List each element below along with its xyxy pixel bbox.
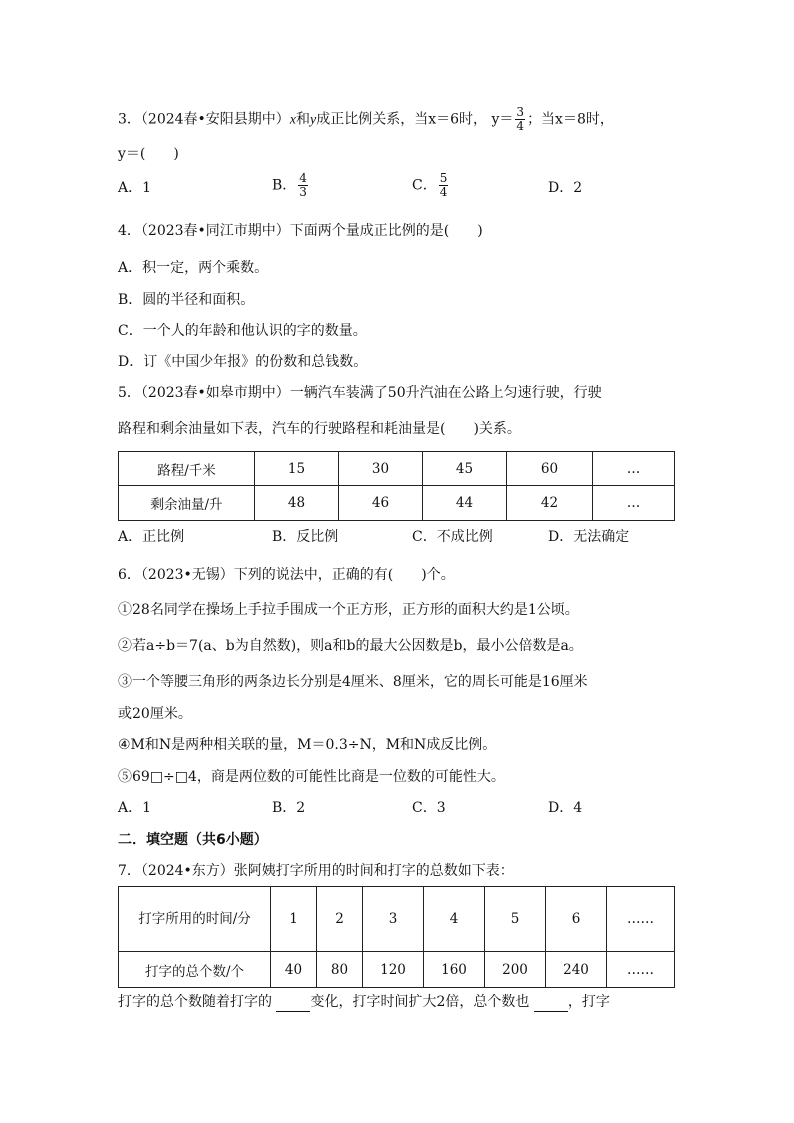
table-cell: 60 [507,452,593,486]
q4-option-a[interactable]: A．积一定，两个乘数。 [118,260,269,276]
table-row [119,887,675,952]
table-cell: 240 [546,952,607,988]
table-cell: 15 [255,452,339,486]
table-cell: 120 [363,952,424,988]
table-cell: 打字所用的时间/分 [119,887,271,952]
table-cell: … [593,452,675,486]
blank-field-1[interactable] [276,993,310,1012]
table-cell: 2 [317,887,363,952]
q4-option-c[interactable]: C．一个人的年龄和他认识的字的数量。 [118,323,367,339]
q3-line1: 3．（2024春•安阳县期中）x和y成正比例关系，当x＝6时， y＝ $\frac{3}{4}$ ；当x＝8时， [118,105,614,133]
q6-option-d[interactable]: D．4 [548,800,583,816]
q6-statement-4: ④M和N是两种相关联的量，M＝0.3÷N，M和N成反比例。 [118,737,497,753]
table-cell: 打字的总个数/个 [119,952,271,988]
table-row [119,952,675,988]
q5-option-a[interactable]: A．正比例 [118,529,185,545]
table-cell: 路程/千米 [119,452,255,486]
q5-line2: 路程和剩余油量如下表，汽车的行驶路程和耗油量是( )关系。 [118,421,521,437]
table-cell: 6 [546,887,607,952]
table-cell: 30 [339,452,423,486]
table-cell: … [593,486,675,521]
fraction-three-quarters: $\frac{3}{4}$ [516,105,525,133]
table-cell: …… [607,887,675,952]
q6-option-a[interactable]: A．1 [118,800,152,816]
q3-option-d[interactable]: D．2 [548,180,583,196]
section-title: 二．填空题（共6小题） [118,832,268,848]
blank-field-2[interactable] [534,993,568,1012]
q3-line2: y＝( ) [118,146,179,162]
q5-option-b[interactable]: B．反比例 [272,529,339,545]
q6-option-b[interactable]: B．2 [272,800,306,816]
q4-option-b[interactable]: B．圆的半径和面积。 [118,292,255,308]
table-cell: 46 [339,486,423,521]
q4-option-d[interactable]: D．订《中国少年报》的份数和总钱数。 [118,354,368,370]
table-row [119,452,675,486]
table-cell: 200 [485,952,546,988]
q5-line1: 5．（2023春•如皋市期中）一辆汽车装满了50升汽油在公路上匀速行驶，行驶 [118,385,602,401]
table-cell: 1 [271,887,317,952]
q6-statement-3b: 或20厘米。 [118,706,192,722]
q6-statement-5: ⑤69□÷□4，商是两位数的可能性比商是一位数的可能性大。 [118,769,505,785]
table-cell: 40 [271,952,317,988]
table-cell: 5 [485,887,546,952]
table-row [119,486,675,521]
q6-statement-1: ①28名同学在操场上手拉手围成一个正方形，正方形的面积大约是1公顷。 [118,602,579,618]
q4-title: 4．（2023春•同江市期中）下面两个量成正比例的是( ) [118,223,483,239]
table-cell: …… [607,952,675,988]
table-cell: 3 [363,887,424,952]
table-cell: 48 [255,486,339,521]
q7-fill-line: 打字的总个数随着打字的 变化，打字时间扩大2倍，总个数也 ，打字 [118,994,610,1010]
q6-statement-2: ②若a÷b＝7(a、b为自然数)，则a和b的最大公因数是b，最小公倍数是a。 [118,638,583,654]
q5-table [118,451,675,521]
q6-title: 6．（2023•无锡）下列的说法中，正确的有( )个。 [118,567,455,583]
q7-title: 7．（2024•东方）张阿姨打字所用的时间和打字的总数如下表： [118,863,514,879]
table-cell: 44 [423,486,507,521]
q6-option-c[interactable]: C．3 [412,800,446,816]
table-cell: 42 [507,486,593,521]
table-cell: 4 [424,887,485,952]
q3-option-a[interactable]: A．1 [118,180,152,196]
table-cell: 80 [317,952,363,988]
q5-option-d[interactable]: D．无法确定 [548,529,630,545]
table-cell: 剩余油量/升 [119,486,255,521]
q3-option-b[interactable]: B． $\frac{4}{3}$ [272,171,307,199]
table-cell: 45 [423,452,507,486]
q6-statement-3a: ③一个等腰三角形的两条边长分别是4厘米、8厘米，它的周长可能是16厘米 [118,674,588,690]
q7-table [118,886,675,988]
q5-option-c[interactable]: C．不成比例 [412,529,493,545]
q3-option-c[interactable]: C． $\frac{5}{4}$ [412,171,448,199]
table-cell: 160 [424,952,485,988]
